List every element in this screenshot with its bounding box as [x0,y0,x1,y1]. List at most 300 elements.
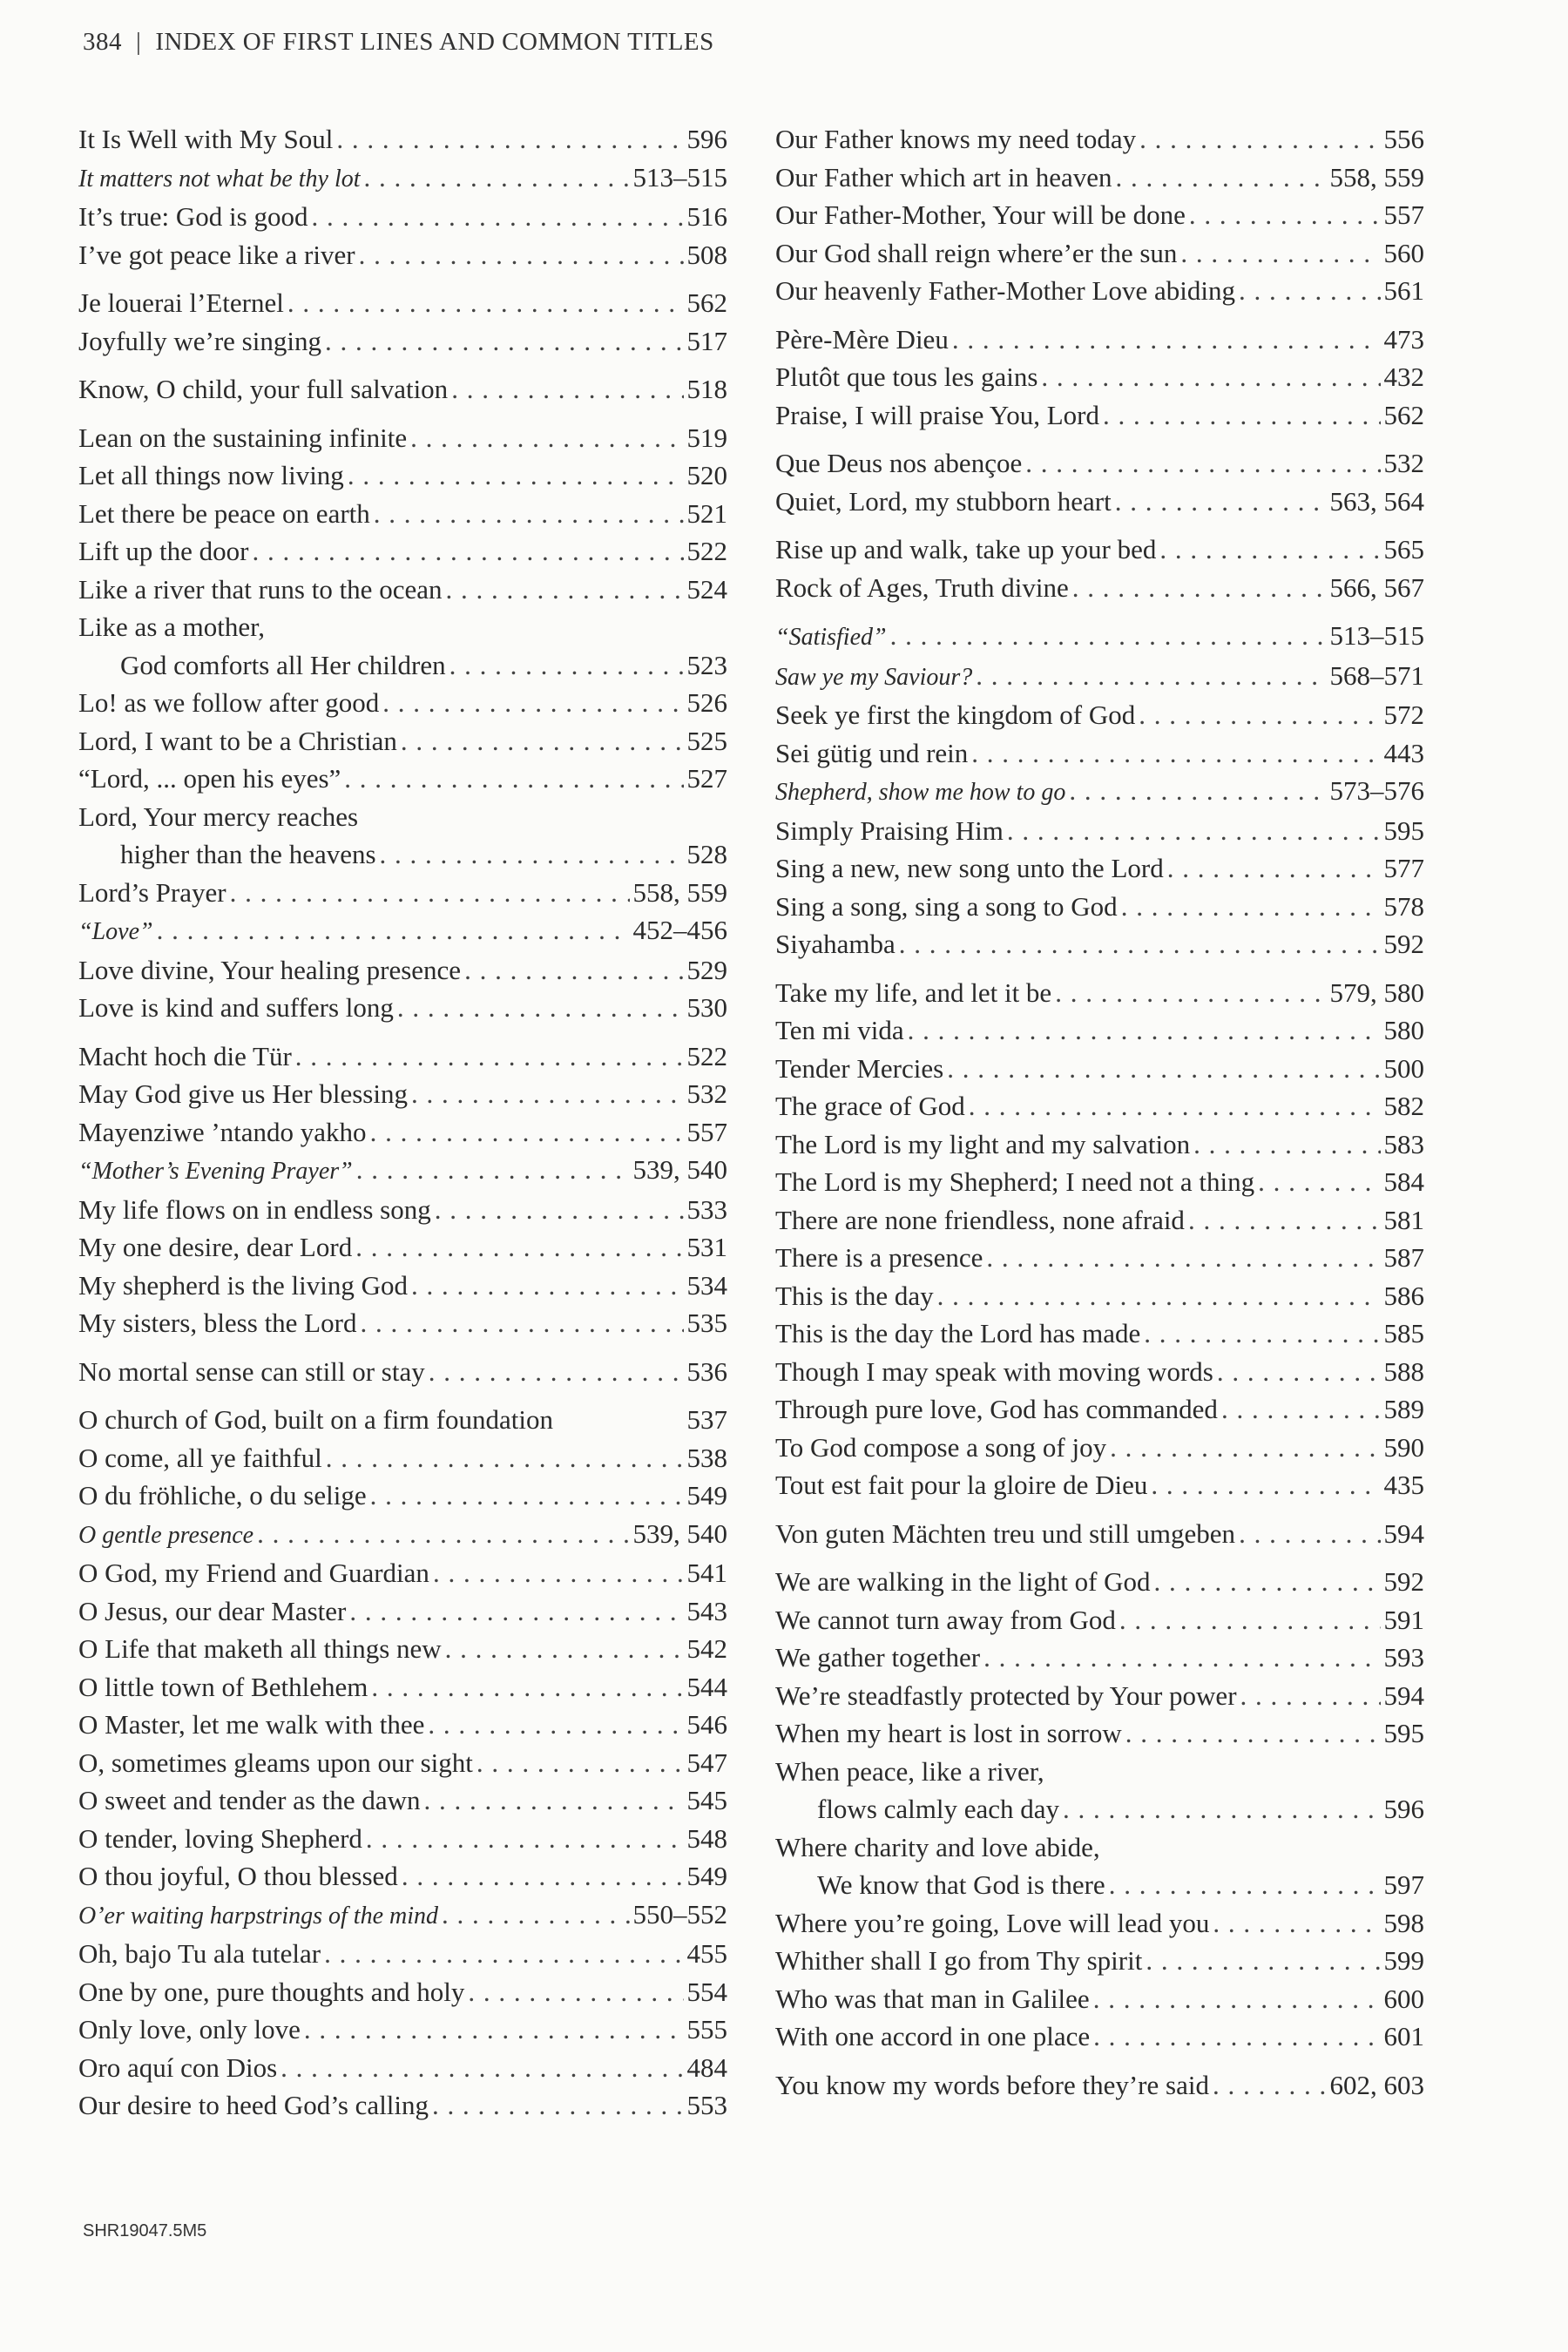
page-reference: 549 [686,1480,727,1511]
page-reference: 549 [686,1861,727,1891]
section-gap [775,2056,1424,2066]
dot-leader [1119,1601,1381,1639]
entry-title: O gentle presence [78,1521,254,1549]
entry-title: Take my life, and let it be [775,977,1052,1008]
index-entry [775,1011,1424,1050]
page-reference: 578 [1383,890,1424,922]
section-gap [775,520,1424,531]
index-entry [78,684,727,722]
dot-leader [1151,1466,1380,1504]
index-entry [78,419,727,457]
page-reference: 529 [686,954,727,985]
page-reference: 601 [1383,2021,1424,2051]
page-reference: 588 [1383,1355,1424,1387]
page-reference: 580 [1383,1015,1424,1045]
index-entry [775,1866,1424,1904]
dot-leader [280,2049,683,2087]
page-reference: 556 [1383,124,1424,154]
index-entry [775,812,1424,850]
entry-title: Through pure love, God has commanded [775,1394,1218,1424]
page-reference: 562 [1383,399,1424,430]
index-entry [78,370,727,409]
index-entry [78,2049,727,2087]
page-reference: 484 [686,2051,727,2083]
entry-title: Lord, Your mercy reaches [78,801,359,832]
entry-title: I’ve got peace like a river [78,239,355,270]
page-reference: 560 [1383,237,1424,268]
index-entry [775,159,1424,197]
dot-leader [1180,234,1380,273]
page-reference: 585 [1383,1318,1424,1348]
page-reference: 522 [686,536,727,566]
entry-title: It matters not what be thy lot [78,165,361,193]
index-entry [775,483,1424,521]
index-entry [78,1554,727,1592]
dot-leader [1007,812,1381,850]
index-entry [775,1563,1424,1601]
index-entry [78,989,727,1027]
dot-leader [952,321,1381,359]
index-entry [78,159,727,199]
dot-leader [287,284,684,322]
dot-leader [1069,772,1326,810]
entry-title: Von guten Mächten treu und still umgeben [775,1517,1236,1549]
dot-leader [411,1075,684,1113]
dot-leader [1213,1904,1380,1943]
index-entry [775,1639,1424,1677]
dot-leader [324,1935,683,1973]
dot-leader [1188,1201,1381,1240]
index-entry [78,1191,727,1229]
entry-title: The grace of God [775,1091,965,1121]
page-reference: 594 [1383,1517,1424,1549]
page-reference: 539, 540 [632,1517,727,1549]
entry-title: Where charity and love abide, [775,1831,1100,1862]
index-entry [78,456,727,495]
dot-leader [370,1477,684,1515]
index-entry [78,322,727,361]
entry-title: Ten mi vida [775,1015,904,1045]
index-entry [78,798,727,836]
dot-leader [1093,1980,1381,2018]
page-reference: 599 [1383,1945,1424,1976]
dot-leader [359,236,684,274]
page-reference: 473 [1383,323,1424,355]
entry-title: O Life that maketh all things new [78,1633,442,1664]
section-gap [78,1027,727,1037]
index-entry [78,760,727,798]
index-entry [775,974,1424,1012]
dot-leader [402,1857,684,1896]
dot-leader [366,1820,684,1858]
index-entry [775,531,1424,569]
entry-title: Our Father knows my need today [775,124,1137,154]
entry-title: “Mother’s Evening Prayer” [78,1158,353,1185]
dot-leader [908,1011,1381,1050]
section-gap [775,963,1424,974]
index-entry [78,1630,727,1668]
entry-title: O sweet and tender as the dawn [78,1785,421,1815]
entry-title: Our heavenly Father-Mother Love abiding [775,275,1235,306]
page-reference: 565 [1383,534,1424,564]
dot-leader [983,1639,1380,1677]
index-entry [775,120,1424,159]
page-reference: 566, 567 [1329,571,1424,603]
entry-title: There is a presence [775,1242,983,1273]
page-reference: 573–576 [1329,775,1424,806]
entry-title: The Lord is my light and my salvation [775,1128,1191,1159]
index-entry [78,1075,727,1113]
page-reference: 524 [686,573,727,605]
index-entry [775,1601,1424,1639]
dot-leader [1193,1125,1380,1164]
entry-title: Where you’re going, Love will lead you [775,1907,1210,1938]
dot-leader [1125,1714,1381,1753]
index-entry [775,617,1424,657]
page-reference: 528 [686,839,727,869]
index-entry [78,1439,727,1477]
page-reference: 530 [686,992,727,1023]
page-reference: 531 [686,1232,727,1262]
index-entry [775,1828,1424,1867]
dot-leader [1221,1390,1381,1429]
entry-title: “Satisfied” [775,624,887,651]
page-reference: 435 [1383,1470,1424,1500]
section-gap [78,409,727,419]
entry-title: My one desire, dear Lord [78,1232,353,1262]
section-gap [78,1342,727,1353]
entry-title: My life flows on in endless song [78,1193,431,1225]
dot-leader [947,1050,1380,1088]
index-entry [78,198,727,236]
entry-title: “Lord, ... open his eyes” [78,763,341,794]
dot-leader [410,419,683,457]
page-reference: 572 [1383,700,1424,730]
entry-title: Our Father-Mother, Your will be done [775,199,1186,230]
index-entry [78,646,727,685]
page-reference: 443 [1383,737,1424,768]
index-entry [78,1477,727,1515]
dot-leader [969,1087,1381,1125]
index-entry [775,849,1424,888]
dot-leader [899,925,1381,963]
index-entry [775,1201,1424,1240]
index-entry [78,951,727,990]
entry-title: We cannot turn away from God [775,1604,1116,1635]
index-entry [775,657,1424,697]
section-gap [775,1552,1424,1563]
page-reference: 584 [1383,1166,1424,1197]
page-reference: 596 [1383,1794,1424,1824]
entry-title: flows calmly each day [817,1794,1060,1824]
index-entry [78,608,727,646]
index-entry [78,1935,727,1973]
entry-title: Whither shall I go from Thy spirit [775,1945,1143,1976]
page-reference: 521 [686,497,727,529]
index-entry [775,772,1424,812]
entry-title: Lift up the door [78,536,249,566]
index-entry [775,444,1424,483]
dot-leader [1240,1677,1381,1715]
page-reference: 547 [686,1747,727,1778]
entry-title: Know, O child, your full salvation [78,374,449,404]
index-entry [775,569,1424,607]
index-entry [775,1677,1424,1715]
page-title: INDEX OF FIRST LINES AND COMMON TITLES [155,28,714,56]
page-reference: 577 [1383,853,1424,883]
page-reference: 539, 540 [632,1154,727,1185]
dot-leader [445,1630,684,1668]
entry-title: You know my words before they’re said [775,2069,1209,2100]
entry-title: O church of God, built on a firm foundation [78,1404,553,1435]
entry-title: Tender Mercies [775,1052,944,1084]
dot-leader [1103,396,1381,435]
index-entry [78,1857,727,1896]
page-reference: 583 [1383,1128,1424,1159]
index-entry [78,1668,727,1707]
page-reference: 513–515 [632,161,727,193]
dot-leader [336,120,683,159]
entry-title: When peace, like a river, [775,1755,1044,1787]
page-reference: 593 [1383,1642,1424,1673]
dot-leader [1041,358,1380,396]
dot-leader [1167,849,1381,888]
dot-leader [1109,1866,1381,1904]
page-reference: 522 [686,1040,727,1071]
entry-title: Quiet, Lord, my stubborn heart [775,485,1112,517]
page-reference: 598 [1383,1907,1424,1938]
entry-title: O little town of Bethlehem [78,1671,368,1702]
entry-title: The Lord is my Shepherd; I need not a thing [775,1166,1255,1197]
entry-title: When my heart is lost in sorrow [775,1718,1122,1748]
entry-title: Siyahamba [775,929,896,959]
entry-title: We know that God is there [817,1869,1105,1900]
entry-title: One by one, pure thoughts and holy [78,1976,465,2007]
header-separator: | [136,28,142,56]
page-reference: 516 [686,201,727,232]
page-reference: 543 [686,1595,727,1626]
index-entry [775,2017,1424,2056]
page-reference: 602, 603 [1329,2069,1424,2100]
index-entry [78,284,727,322]
dot-leader [429,1353,684,1391]
page-reference: 532 [1383,448,1424,478]
entry-title: Macht hoch die Tür [78,1040,292,1071]
page-reference: 533 [686,1193,727,1225]
dot-leader [435,1191,684,1229]
index-entry [78,571,727,609]
page-reference: 553 [686,2090,727,2120]
index-entry [78,1973,727,2011]
entry-title: Our desire to heed God’s calling [78,2090,429,2120]
entry-title: higher than the heavens [120,839,376,869]
dot-leader [356,1151,630,1189]
page-reference: 432 [1383,362,1424,392]
entry-title: My sisters, bless the Lord [78,1308,357,1338]
page-reference: 513–515 [1329,620,1424,651]
index-entry [775,1466,1424,1504]
dot-leader [325,322,684,361]
dot-leader [1139,696,1380,734]
page-reference: 534 [686,1269,727,1301]
entry-title: It Is Well with My Soul [78,124,334,154]
page-reference: 525 [686,725,727,756]
page-reference: 586 [1383,1280,1424,1311]
entry-title: Lord, I want to be a Christian [78,725,397,756]
dot-leader [370,1113,684,1152]
index-entry [78,1353,727,1391]
entry-title: Que Deus nos abençoe [775,448,1023,478]
index-entry [78,722,727,760]
entry-title: My shepherd is the living God [78,1269,408,1301]
entry-title: Let all things now living [78,460,344,490]
section-gap [78,360,727,370]
entry-title: O tender, loving Shepherd [78,1822,362,1854]
page-reference: 526 [686,687,727,718]
index-entry [775,696,1424,734]
index-entry [775,1163,1424,1201]
dot-leader [442,1896,629,1934]
page-reference: 561 [1383,275,1424,306]
index-column-left [78,120,727,2125]
dot-leader [464,951,683,990]
dot-leader [257,1515,629,1553]
index-entry [78,1781,727,1820]
entry-title: Seek ye first the kingdom of God [775,700,1136,730]
dot-leader [1063,1790,1380,1828]
page-reference: 582 [1383,1091,1424,1121]
index-entry [775,1239,1424,1277]
page-reference: 597 [1383,1869,1424,1900]
entry-title: Shepherd, show me how to go [775,779,1066,806]
entry-title: Love is kind and suffers long [78,992,394,1023]
dot-leader [401,722,684,760]
dot-leader [1239,272,1381,310]
entry-title: It’s true: God is good [78,201,308,232]
page-reference: 542 [686,1633,727,1664]
index-entry [775,272,1424,310]
dot-leader [374,495,684,533]
dot-leader [937,1277,1381,1315]
page-reference: 558, 559 [1329,161,1424,193]
entry-title: Plutôt que tous les gains [775,362,1038,392]
entry-title: O thou joyful, O thou blessed [78,1861,398,1891]
entry-title: Praise, I will praise You, Lord [775,399,1099,430]
entry-title: O’er waiting harpstrings of the mind [78,1902,439,1930]
entry-title: Joyfully we’re singing [78,325,321,356]
entry-title: O du fröhliche, o du selige [78,1480,367,1511]
entry-title: Our Father which art in heaven [775,161,1112,193]
index-entry [78,1304,727,1342]
dot-leader [295,1037,684,1076]
entry-title: Our God shall reign where’er the sun [775,237,1178,268]
dot-leader [1189,196,1381,234]
index-entry [775,1390,1424,1429]
entry-title: Like a river that runs to the ocean [78,573,443,605]
page-reference: 545 [686,1785,727,1815]
page-number: 384 [83,28,122,56]
page-reference: 579, 580 [1329,977,1424,1008]
entry-title: Only love, only love [78,2014,301,2044]
dot-leader [326,1439,684,1477]
dot-leader [1239,1515,1380,1553]
entry-title: Like as a mother, [78,612,265,642]
entry-title: No mortal sense can still or stay [78,1355,425,1387]
index-entry [775,1904,1424,1943]
dot-leader [1146,1942,1380,1980]
section-gap [775,310,1424,321]
dot-leader [1144,1315,1380,1353]
page-reference: 508 [686,239,727,270]
entry-title: With one accord in one place [775,2021,1091,2051]
page-reference: 541 [686,1558,727,1588]
page-reference: 590 [1383,1431,1424,1463]
dot-leader [304,2011,684,2049]
entry-title: To God compose a song of joy [775,1431,1107,1463]
page-reference: 544 [686,1671,727,1702]
dot-leader [1154,1563,1381,1601]
index-entry [78,1151,727,1191]
index-entry [78,1744,727,1782]
index-entry [775,196,1424,234]
index-entry [78,1592,727,1631]
entry-title: Rise up and walk, take up your bed [775,534,1157,564]
dot-leader [433,1554,684,1592]
index-column-right [775,120,1424,2104]
page-reference: 532 [686,1078,727,1109]
entry-title: O Jesus, our dear Master [78,1595,347,1626]
section-gap [78,274,727,284]
dot-leader [355,1228,683,1267]
page-reference: 563, 564 [1329,485,1424,517]
entry-title: Simply Praising Him [775,814,1004,846]
page-reference: 546 [686,1709,727,1740]
dot-leader [986,1239,1380,1277]
entry-title: We gather together [775,1642,981,1673]
page-reference: 538 [686,1442,727,1473]
dot-leader [348,456,684,495]
dot-leader [349,1592,683,1631]
dot-leader [230,874,630,912]
index-entry [78,120,727,159]
page-reference: 557 [686,1116,727,1147]
dot-leader [1159,531,1380,569]
dot-leader [1139,120,1380,159]
index-entry [78,911,727,951]
print-code: SHR19047.5M5 [83,2221,207,2240]
page-reference: 500 [1383,1052,1424,1084]
index-entry [775,1050,1424,1088]
page-reference: 600 [1383,1983,1424,2014]
page-reference: 452–456 [632,915,727,945]
index-entry [78,1401,727,1439]
dot-leader [1121,888,1381,926]
entry-title: May God give us Her blessing [78,1078,408,1109]
dot-leader [1025,444,1380,483]
section-gap [775,434,1424,444]
entry-title: Lord’s Prayer [78,876,226,908]
entry-title: Love divine, Your healing presence [78,954,462,985]
index-entry [78,2086,727,2125]
index-entry [775,2066,1424,2105]
section-gap [78,1390,727,1401]
page-reference: 527 [686,763,727,794]
dot-leader [468,1973,683,2011]
dot-leader [424,1781,684,1820]
page-reference: 536 [686,1355,727,1387]
dot-leader [1093,2017,1380,2056]
dot-leader [445,571,683,609]
